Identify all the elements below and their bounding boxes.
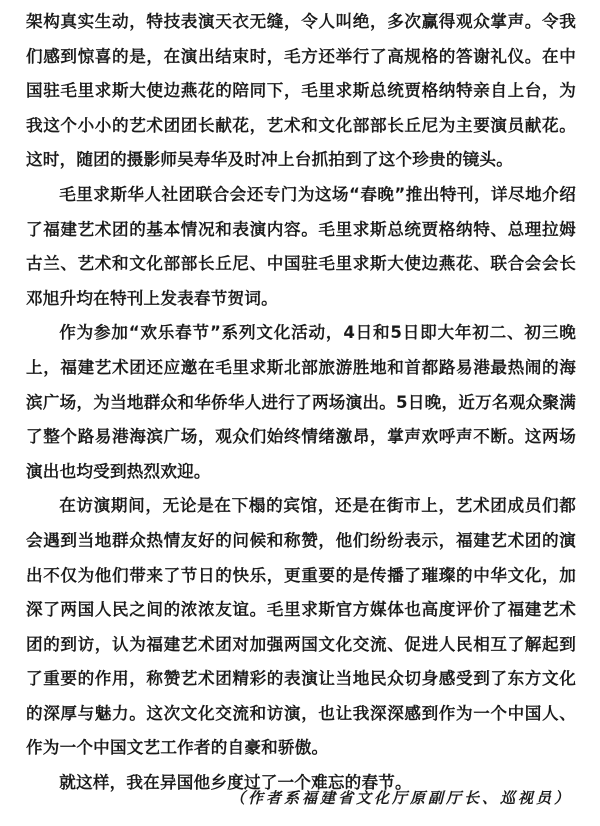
paragraph-special-issue: 毛里求斯华人社团联合会还专门为这场“春晚”推出特刊，详尽地介绍了福建艺术团的基本情况和表演内容。毛里求斯总统贾格纳特、总理拉姆古兰、艺术和文化部部长丘尼、中国驻毛里求斯大使边燕花、联合会会长邓旭升均在特刊上发表春节贺词。 — [26, 184, 576, 308]
paragraph-closing: 就这样，我在异国他乡度过了一个难忘的春节。 — [59, 773, 412, 793]
paragraph-visit: 在访演期间，无论是在下榻的宾馆，还是在街市上，艺术团成员们都会遇到当地群众热情友好的问候和称赞，他们纷纷表示，福建艺术团的演出不仅为他们带来了节日的快乐，更重要的是传播了璀璨的中华文化，加深了两国人民之间的浓浓友谊。毛里求斯官方媒体也高度评价了福建艺术团的到访，认为福建艺术团对加强两国文化交流、促进人民相互了解起到了重要的作用，称赞艺术团精彩的表演让当地民众切身感受到了东方文化的深厚与魅力。这次文化交流和访演，也让我深深感到作为一个中国人、作为一个中国文艺工作者的自豪和骄傲。 — [26, 496, 576, 758]
article-body — [26, 5, 576, 801]
paragraph-continued: 架构真实生动，特技表演天衣无缝，令人叫绝，多次赢得观众掌声。令我们感到惊喜的是，在演出结束时，毛方还举行了高规格的答谢礼仪。在中国驻毛里求斯大使边燕花的陪同下，毛里求斯总统贾格纳特亲自上台，为我这个小小的艺术团团长献花，艺术和文化部部长丘尼为主要演员献花。这时，随团的摄影师吴寿华及时冲上台抓拍到了这个珍贵的镜头。 — [26, 12, 576, 170]
author-byline: （作者系福建省文化厅原副厅长、巡视员） — [229, 789, 572, 807]
paragraph-performances: 作为参加“欢乐春节”系列文化活动，4日和5日即大年初二、初三晚上，福建艺术团还应邀在毛里求斯北部旅游胜地和首都路易港最热闹的海滨广场，为当地群众和华侨华人进行了两场演出。5日晚，近万名观众聚满了整个路易港海滨广场，观众们始终情绪激昂，掌声欢呼声不断。这两场演出也均受到热烈欢迎。 — [26, 323, 576, 481]
